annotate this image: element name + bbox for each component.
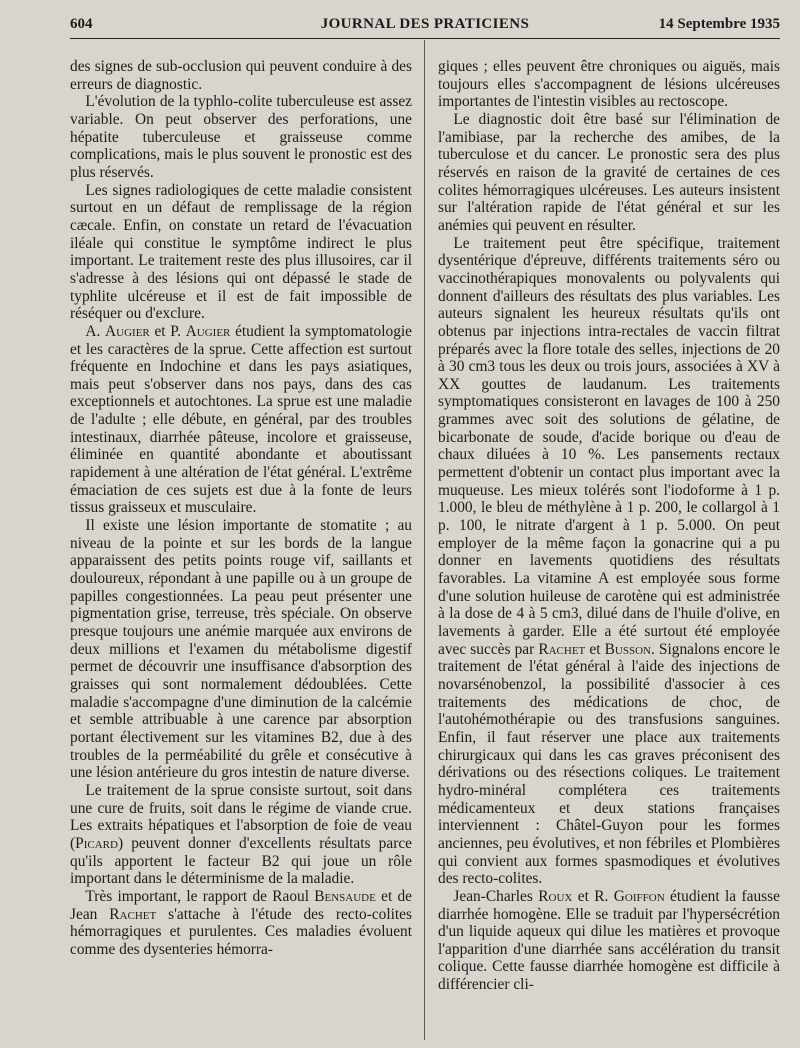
page-number: 604 [70,16,93,32]
paragraph: Il existe une lésion importante de stomatite ; au niveau de la pointe et sur les bords de la langue apparaissent des petits points rouge vif, saillants et douloureux, répondant à une papille ou à un groupe de papilles congestionnées. La peau peut présenter une pigmentation grise, terreuse, très spéciale. On observe presque toujours une anémie marquée aux environs de deux millions et l'examen du métabolisme digestif permet de découvrir une insuffisance d'absorption des graisses qui sont normalement dédoublées. Cette maladie s'accompagne d'une diminution de la calcémie et semble attribuable à une carence par absorption portant électivement sur les vitamines B2, due à des troubles de la perméabilité du grêle et consécutive à une lésion antérieure du gros intestin de nature diverse. [70,517,412,782]
author-name: Augier [185,322,231,340]
paragraph: des signes de sub-occlusion qui peuvent conduire à des erreurs de diagnostic. [70,58,412,93]
paragraph: giques ; elles peuvent être chroniques ou aiguës, mais toujours elles s'accompagnent de lésions ulcéreuses importantes de l'intestin visibles au rectoscope. [438,58,780,111]
author-name: Rachet [109,905,157,923]
paragraph: Le traitement de la sprue consiste surtout, soit dans une cure de fruits, soit dans le régime de viande crue. Les extraits hépatiques et l'absorption de foie de veau (Picard) peuvent donner d'excellents résultats parce qu'ils apportent le facteur B2 qui joue un rôle important dans le déterminisme de la maladie. [70,781,412,888]
journal-title: JOURNAL DES PRATICIENS [320,16,530,32]
author-name: Picard [75,834,118,852]
column-divider [424,40,425,1040]
issue-date: 14 Septembre 1935 [658,16,780,32]
paragraph: Jean-Charles Roux et R. Goiffon étudient la fausse diarrhée homogène. Elle se traduit par l'hypersécrétion d'un liquide aqueux qui dilue les matières et provoque l'apparition d'une diarrhée sans accélération du transit colique. Cette fausse diarrhée homogène est difficile à différencier cli- [438,887,780,994]
author-name: Roux [538,887,573,905]
paragraph: Le traitement peut être spécifique, traitement dysentérique d'épreuve, différents traitements séro ou vaccinothérapiques monovalents ou polyvalents qui donnent d'ailleurs des résultats des plus variables. Les auteurs signalent les heureux résultats qu'ils ont obtenus par injections intra-rectales de vaccin filtrat préparés avec la flore totale des selles, injections de 20 à 30 cm3 tous les deux ou trois jours, associées à XV à XX gouttes de laudanum. Les traitements symptomatiques consisteront en lavages de 100 à 250 grammes avec soit des solutions de gélatine, de bicarbonate de soude, d'acide borique ou d'eau de chaux diluées à 10 %. Les pansements rectaux permettent d'obtenir un contact plus important avec la muqueuse. Les mieux tolérés sont l'iodoforme à 1 p. 1.000, le bleu de méthylène à 1 p. 200, le collargol à 1 p. 100, le nitrate d'argent à 1 p. 5.000. On peut employer de la même façon la gonacrine qui a pu donner en lavements quotidiens des résultats favorables. La vitamine A est employée sous forme d'une solution huileuse de carotène qui est administrée à la dose de 4 à 5 cm3, dilué dans de l'huile d'olive, en lavements à garder. Elle a été surtout été employée avec succès par Rachet et Busson. Signalons encore le traitement de l'état général à l'aide des injections de novarsénobenzol, la possibilité d'associer à ces traitements des médications de choc, de l'autohémothérapie ou des transfusions sanguines. Enfin, il faut réserver une place aux traitements chirurgicaux qui dans les cas graves préconisent des dérivations ou des résections coliques. Le traitement hydro-minéral complétera ces traitements médicamenteux et deux stations françaises interviennent : Châtel-Guyon pour les formes anciennes, peu évolutives, et non fébriles et Plombières qui convient aux formes spasmodiques et évolutives des recto-colites. [438,234,780,888]
right-column [438,58,780,994]
paragraph: Les signes radiologiques de cette maladie consistent surtout en un défaut de remplissage de la région cæcale. Enfin, on constate un retard de l'évacuation iléale qui constitue le symptôme indirect le plus important. Le traitement reste des plus illusoires, car il s'adresse à des lésions qui ont dépassé le stade de typhlite ulcéreuse et il est de fait impossible de réséquer ou d'exclure. [70,181,412,323]
author-name: Goiffon [613,887,665,905]
author-name: Augier [105,322,150,340]
paragraph: Très important, le rapport de Raoul Bensaude et de Jean Rachet s'attache à l'étude des recto-colites hémorragiques et purulentes. Ces maladies évoluent comme des dysenteries hémorra- [70,887,412,958]
left-column [70,58,412,958]
paragraph: L'évolution de la typhlo-colite tuberculeuse est assez variable. On peut observer des perforations, une hépatite tuberculeuse et graisseuse comme complications, mais le plus souvent le pronostic est des plus réservés. [70,93,412,181]
page-header [70,14,780,39]
author-name: Rachet [538,640,586,658]
author-name: Busson [604,640,651,658]
paragraph: A. Augier et P. Augier étudient la symptomatologie et les caractères de la sprue. Cette affection est surtout fréquente en Indochine et dans les pays asiatiques, mais peut s'observer dans nos pays, dans des cas exceptionnels et autochtones. La sprue est une maladie de l'adulte ; elle débute, en général, par des troubles intestinaux, diarrhée pâteuse, incolore et graisseuse, éliminée en quantité abondante et aboutissant rapidement à une altération de l'état général. L'extrême émaciation de ces sujets est due à la fonte de leurs tissus graisseux et musculaire. [70,322,412,517]
paragraph: Le diagnostic doit être basé sur l'élimination de l'amibiase, par la recherche des amibes, de la tuberculose et du cancer. Le pronostic sera des plus réservés en raison de la gravité de certaines de ces colites hémorragiques ulcéreuses. Les auteurs insistent sur l'altération rapide de l'état général et sur les anémies qui peuvent en résulter. [438,110,780,234]
author-name: Bensaude [314,887,376,905]
